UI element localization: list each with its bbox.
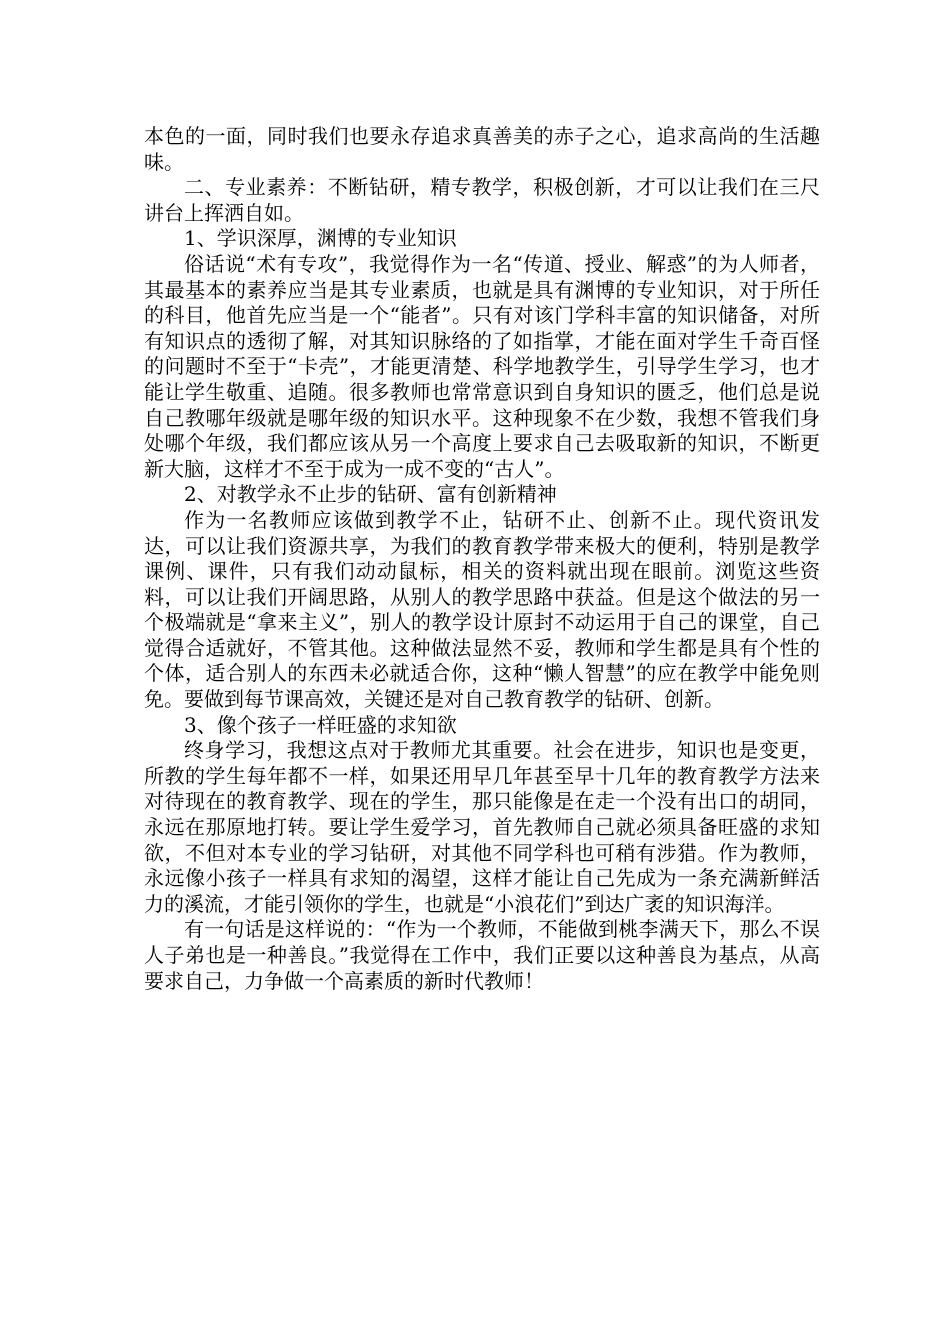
paragraph-curiosity: 终身学习，我想这点对于教师尤其重要。社会在进步，知识也是变更，所教的学生每年都不一样，如果还用早几年甚至早十几年的教育教学方法来对待现在的教育教学、现在的学生，那只能像是在走一个没有出口的胡同，永远在那原地打转。要让学生爱学习，首先教师自己就必须具备旺盛的求知欲，不但对本专业的学习钻研，对其他不同学科也可稍有涉猎。作为教师，永远像小孩子一样具有求知的渴望，这样才能让自己先成为一条充满新鲜活力的溪流，才能引领你的学生，也就是“小浪花们”到达广袤的知识海洋。	[144, 738, 820, 916]
document-body	[144, 124, 820, 994]
subheading-research-innovation: 2、对教学永不止步的钻研、富有创新精神	[184, 482, 557, 507]
paragraph-research-innovation: 作为一名教师应该做到教学不止，钻研不止、创新不止。现代资讯发达，可以让我们资源共享，为我们的教育教学带来极大的便利，特别是教学课例、课件，只有我们动动鼠标，相关的资料就出现在眼前。浏览这些资料，可以让我们开阔思路，从别人的教学思路中获益。但是这个做法的另一个极端就是“拿来主义”，别人的教学设计原封不动运用于自己的课堂，自己觉得合适就好，不管其他。这种做法显然不妥，教师和学生都是具有个性的个体，适合别人的东西未必就适合你，这种“懒人智慧”的应在教学中能免则免。要做到每节课高效，关键还是对自己教育教学的钻研、创新。	[144, 507, 820, 712]
subheading-knowledge: 1、学识深厚，渊博的专业知识	[184, 226, 457, 251]
paragraph-continuation: 本色的一面，同时我们也要永存追求真善美的赤子之心，追求高尚的生活趣味。	[144, 124, 820, 174]
paragraph-conclusion: 有一句话是这样说的：“作为一个教师，不能做到桃李满天下，那么不误人子弟也是一种善良。”我觉得在工作中，我们正要以这种善良为基点，从高要求自己，力争做一个高素质的新时代教师！	[144, 917, 820, 993]
paragraph-knowledge: 俗话说“术有专攻”，我觉得作为一名“传道、授业、解惑”的为人师者，其最基本的素养应当是其专业素质，也就是具有渊博的专业知识，对于所任的科目，他首先应当是一个“能者”。只有对该门学科丰富的知识储备，对所有知识点的透彻了解，对其知识脉络的了如指掌，才能在面对学生千奇百怪的问题时不至于“卡壳”，才能更清楚、科学地教学生，引导学生学习，也才能让学生敬重、追随。很多教师也常常意识到自身知识的匮乏，他们总是说自己教哪年级就是哪年级的知识水平。这种现象不在少数，我想不管我们身处哪个年级，我们都应该从另一个高度上要求自己去吸取新的知识，不断更新大脑，这样才不至于成为一成不变的“古人”。	[144, 251, 820, 481]
subheading-curiosity: 3、像个孩子一样旺盛的求知欲	[184, 712, 457, 737]
section-heading-professional-quality: 二、专业素养：不断钻研，精专教学，积极创新，才可以让我们在三尺讲台上挥洒自如。	[144, 175, 820, 225]
